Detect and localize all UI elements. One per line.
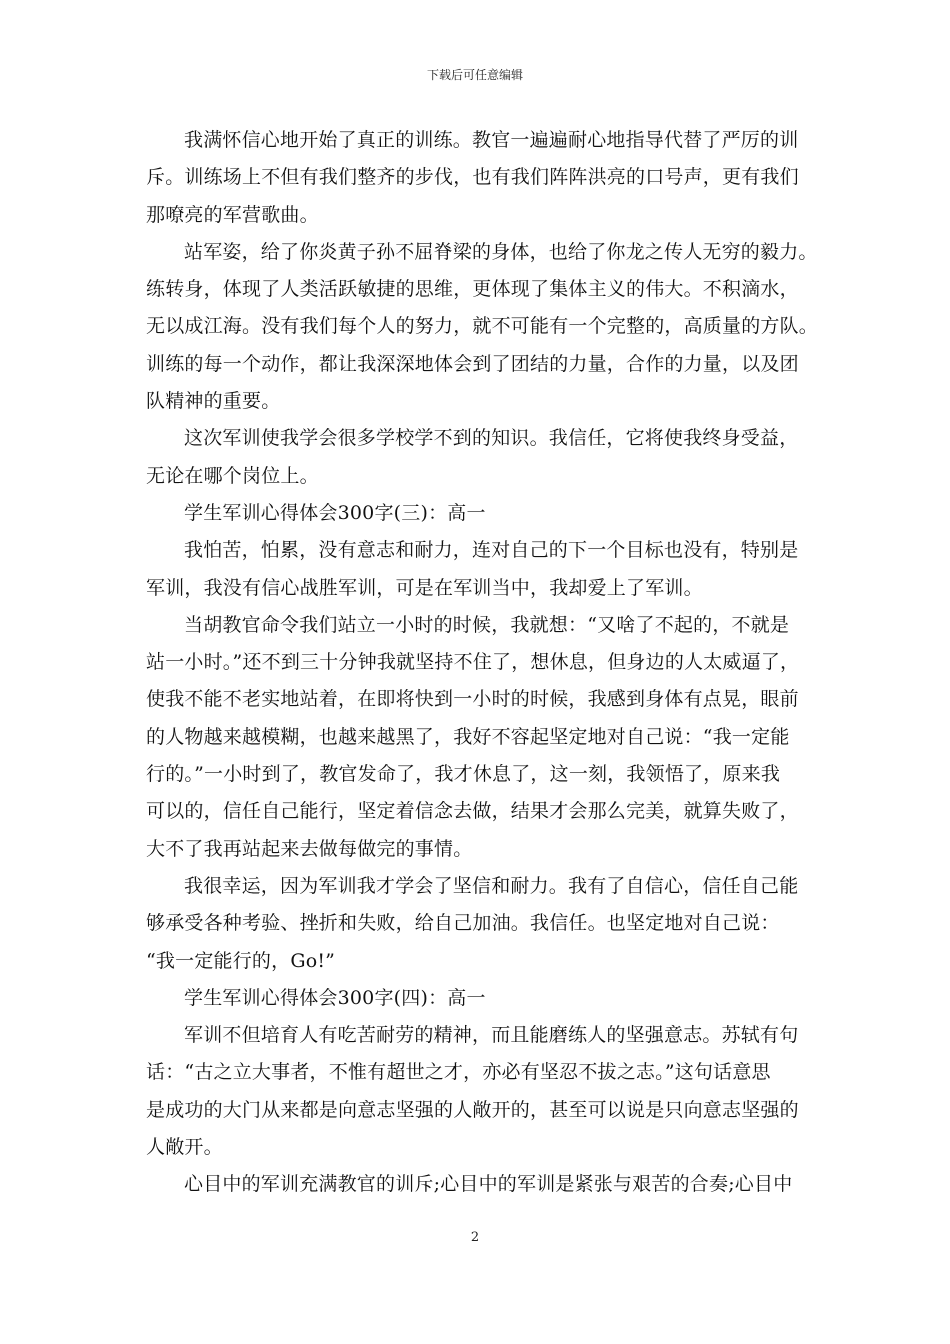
paragraph [146, 868, 818, 980]
text-line: 学生军训心得体会300字(四)：高一 [184, 986, 486, 1009]
text-line: 斥。训练场上不但有我们整齐的步伐，也有我们阵阵洪亮的口号声，更有我们 [146, 166, 799, 189]
document-body [146, 122, 818, 1204]
text-line: 这次军训使我学会很多学校学不到的知识。我信任，它将使我终身受益， [184, 427, 799, 450]
page-number: 2 [470, 1230, 480, 1245]
text-line: “我一定能行的，Go!” [146, 949, 336, 972]
text-line: 当胡教官命令我们站立一小时的时候，我就想：“又啥了不起的，不就是 [184, 613, 790, 636]
text-line: 是成功的大门从来都是向意志坚强的人敞开的，甚至可以说是只向意志坚强的 [146, 1098, 799, 1121]
paragraph [146, 122, 818, 234]
text-line: 话：“古之立大事者，不惟有超世之才，亦必有坚忍不拔之志。”这句话意思 [146, 1061, 771, 1084]
text-line: 站一小时。”还不到三十分钟我就坚持不住了，想休息，但身边的人太威逼了， [146, 651, 800, 674]
paragraph [146, 234, 818, 420]
paragraph [146, 1166, 818, 1203]
paragraph [146, 420, 818, 495]
text-line: 军训，我没有信心战胜军训，可是在军训当中，我却爱上了军训。 [146, 576, 703, 599]
page-header: 下载后可任意编辑 [426, 68, 523, 82]
text-line: 训练的每一个动作，都让我深深地体会到了团结的力量，合作的力量，以及团 [146, 352, 799, 375]
text-line: 军训不但培育人有吃苦耐劳的精神，而且能磨练人的坚强意志。苏轼有句 [184, 1024, 799, 1047]
text-line: 无论在哪个岗位上。 [146, 464, 319, 487]
text-line: 我怕苦，怕累，没有意志和耐力，连对自己的下一个目标也没有，特别是 [184, 539, 799, 562]
text-line: 学生军训心得体会300字(三)：高一 [184, 501, 486, 524]
text-line: 行的。”一小时到了，教官发命了，我才休息了，这一刻，我领悟了，原来我 [146, 763, 781, 786]
text-line: 的人物越来越模糊，也越来越黑了，我好不容起坚定地对自己说：“我一定能 [146, 725, 790, 748]
text-line: 我满怀信心地开始了真正的训练。教官一遍遍耐心地指导代替了严厉的训 [184, 129, 799, 151]
paragraph [146, 532, 818, 607]
paragraph [146, 1017, 818, 1166]
text-line: 心目中的军训充满教官的训斥;心目中的军训是紧张与艰苦的合奏;心目中 [184, 1173, 793, 1196]
text-line: 我很幸运，因为军训我才学会了坚信和耐力。我有了自信心，信任自己能 [184, 874, 799, 897]
text-line: 使我不能不老实地站着，在即将快到一小时的时候，我感到身体有点晃，眼前 [146, 688, 799, 711]
text-line: 那嘹亮的军营歌曲。 [146, 203, 319, 226]
text-line: 人敞开。 [146, 1136, 223, 1159]
paragraph [146, 607, 818, 868]
text-line: 练转身，体现了人类活跃敏捷的思维，更体现了集体主义的伟大。不积滴水， [146, 278, 799, 301]
paragraph [146, 980, 818, 1017]
paragraph [146, 495, 818, 532]
text-line: 大不了我再站起来去做每做完的事情。 [146, 837, 473, 860]
text-line: 无以成江海。没有我们每个人的努力，就不可能有一个完整的，高质量的方队。 [146, 315, 819, 338]
text-line: 队精神的重要。 [146, 390, 281, 413]
text-line: 可以的，信任自己能行，坚定着信念去做，结果才会那么完美，就算失败了， [146, 800, 799, 823]
text-line: 站军姿，给了你炎黄子孙不屈脊梁的身体，也给了你龙之传人无穷的毅力。 [184, 240, 818, 263]
text-line: 够承受各种考验、挫折和失败，给自己加油。我信任。也坚定地对自己说： [146, 912, 780, 935]
